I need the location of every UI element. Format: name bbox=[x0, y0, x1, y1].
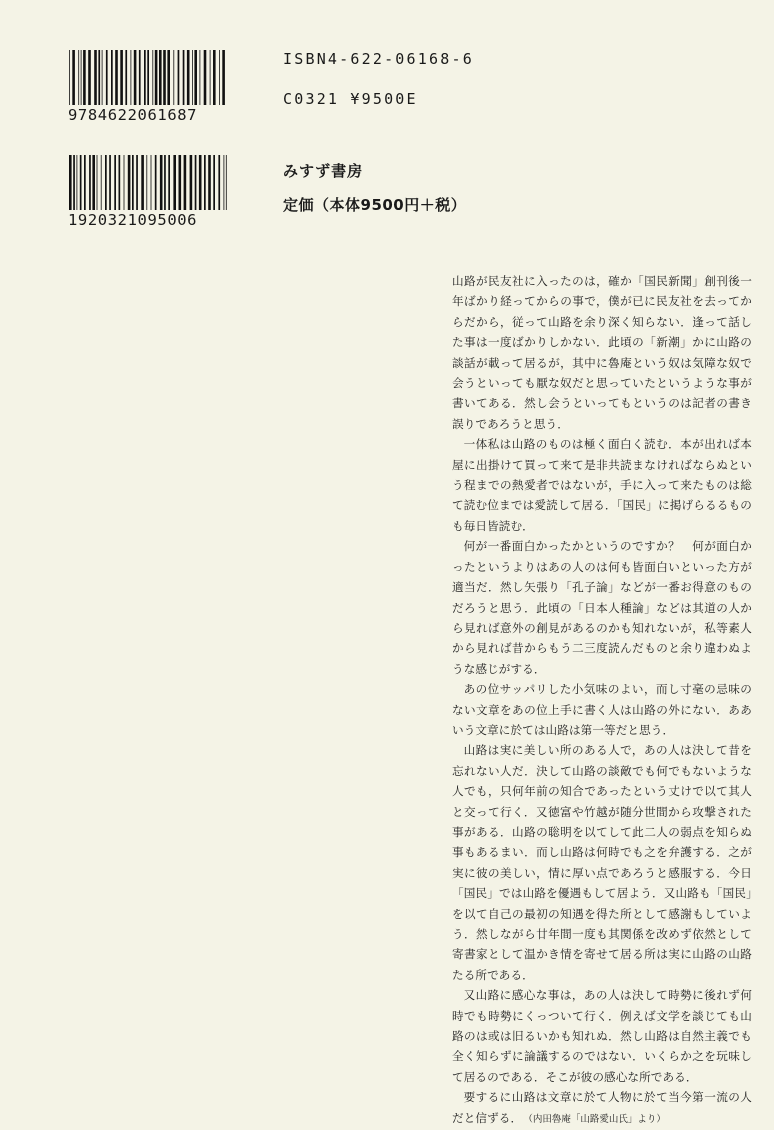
barcode-bar bbox=[115, 50, 118, 105]
barcode-bar bbox=[164, 155, 166, 210]
barcode-bar bbox=[77, 155, 78, 210]
essay-paragraph-4: あの位サッパリした小気味のよい，而し寸毫の忌味のない文章をあの位上手に書く人は山路の外にない．ああいう文章に於ては山路は第一等だと思う． bbox=[452, 682, 752, 737]
barcode-bar bbox=[144, 50, 146, 105]
price-barcode-bars bbox=[68, 155, 228, 210]
quoted-essay bbox=[452, 271, 752, 1130]
barcode-bar bbox=[106, 50, 108, 105]
barcode-bar bbox=[226, 155, 227, 210]
barcode-bar bbox=[200, 50, 201, 105]
barcode-bar bbox=[155, 155, 157, 210]
classification-price-code: C0321 ¥9500E bbox=[283, 90, 418, 108]
essay-paragraph-5: 山路は実に美しい所のある人で，あの人は決して昔を忘れない人だ．決して山路の談敵でも何でもないような人でも，只何年前の知合であったという丈けで以て其人と交って行く．又徳富や竹越が随分世間から攻撃された事がある．山路の聡明を以てして此二人の弱点を知らぬ事もあるまい．而し山路は何時でも之を弁護する．之が実に彼の美しい，情に厚い点であろうと感服する．今日「国民」では山路を優遇もして居よう．又山路も「国民」を以て自己の最初の知遇を得た所として感謝もしていよう．然しながら廿年間一度も其関係を改めず依然として寄書家として温かき情を寄せて居る所は実に山路の山路たる所である． bbox=[452, 743, 752, 982]
barcode-bar bbox=[183, 50, 185, 105]
barcode-bar bbox=[155, 50, 158, 105]
isbn-barcode bbox=[68, 50, 236, 124]
barcode-bar bbox=[190, 155, 193, 210]
barcode-bar bbox=[178, 50, 180, 105]
barcode-bar bbox=[146, 155, 147, 210]
barcode-bar bbox=[195, 155, 197, 210]
barcode-bar bbox=[69, 155, 72, 210]
barcode-bar bbox=[222, 50, 225, 105]
barcode-bar bbox=[192, 50, 193, 105]
barcode-bar bbox=[173, 155, 176, 210]
barcode-bar bbox=[125, 50, 127, 105]
publisher-name: みすず書房 bbox=[283, 162, 364, 180]
price-label: 定価（本体9500円＋税） bbox=[283, 196, 467, 214]
barcode-bar bbox=[128, 155, 131, 210]
barcode-bar bbox=[92, 155, 95, 210]
isbn-barcode-bars bbox=[68, 50, 228, 105]
barcode-bar bbox=[83, 50, 86, 105]
barcode-bar bbox=[102, 50, 103, 105]
barcode-bar bbox=[105, 155, 107, 210]
price-barcode bbox=[68, 155, 236, 229]
essay-closing-text: 要するに山路は文章に於て人物に於て当今第一流の人だと信ずる． bbox=[452, 1090, 752, 1125]
barcode-bar bbox=[168, 155, 170, 210]
barcode-bar bbox=[131, 50, 132, 105]
barcode-bar bbox=[173, 50, 174, 105]
essay-paragraph-6: 又山路に感心な事は，あの人は決して時勢に後れず何時でも時勢にくっついて行く．例えば文学を談じても山路のは或は旧るいかも知れぬ．然し山路は自然主義でも全く知らずに論議するのではない．いくらか之を玩味して居るのである．そこが彼の感心な所である． bbox=[452, 988, 752, 1084]
barcode-bar bbox=[114, 155, 116, 210]
barcode-bar bbox=[147, 50, 149, 105]
barcode-bar bbox=[111, 50, 113, 105]
barcode-bar bbox=[97, 155, 98, 210]
isbn-barcode-number: 9784622061687 bbox=[68, 106, 198, 124]
barcode-bar bbox=[159, 50, 162, 105]
essay-paragraph-7 bbox=[452, 1087, 752, 1130]
barcode-bar bbox=[69, 50, 70, 105]
barcode-bar bbox=[208, 155, 211, 210]
barcode-bar bbox=[139, 50, 141, 105]
barcode-bar bbox=[199, 155, 202, 210]
barcode-bar bbox=[141, 155, 144, 210]
barcode-bar bbox=[80, 155, 82, 210]
barcode-bar bbox=[213, 50, 216, 105]
isbn-text: ISBN4-622-06168-6 bbox=[283, 50, 474, 68]
barcode-bar bbox=[132, 155, 134, 210]
barcode-bar bbox=[184, 155, 187, 210]
barcode-bar bbox=[204, 155, 206, 210]
barcode-bar bbox=[152, 50, 153, 105]
barcode-bar bbox=[163, 50, 166, 105]
barcode-bar bbox=[109, 155, 111, 210]
barcode-bar bbox=[136, 155, 138, 210]
price-barcode-number: 1920321095006 bbox=[68, 211, 198, 229]
barcode-bar bbox=[88, 50, 91, 105]
barcode-bar bbox=[219, 50, 220, 105]
barcode-bar bbox=[151, 155, 152, 210]
barcode-bar bbox=[89, 155, 91, 210]
barcode-bar bbox=[84, 155, 86, 210]
barcode-bar bbox=[210, 50, 211, 105]
essay-paragraph-3: 何が一番面白かったかというのですか？ 何が面白かったというよりはあの人のは何も皆面白いといった方が適当だ．然し矢張り「孔子論」などが一番お得意のものだろうと思う．此頃の「日本人種論」などは其道の人から見れば意外の創見があるのかも知れないが，私等素人から見れば昔からもう二三度読んだものと余り違わぬような感じがする． bbox=[452, 539, 752, 676]
barcode-bar bbox=[119, 155, 121, 210]
barcode-bar bbox=[218, 155, 220, 210]
barcode-bar bbox=[98, 50, 100, 105]
barcode-bar bbox=[187, 50, 190, 105]
barcode-bar bbox=[94, 50, 97, 105]
barcode-bar bbox=[78, 50, 79, 105]
barcode-bar bbox=[160, 155, 163, 210]
barcode-bar bbox=[167, 50, 170, 105]
barcode-bar bbox=[194, 50, 197, 105]
essay-source-citation: （内田魯庵「山路愛山氏」より） bbox=[528, 1113, 666, 1125]
barcode-bar bbox=[124, 155, 125, 210]
essay-paragraph-2: 一体私は山路のものは極く面白く読む．本が出れば本屋に出掛けて買って来て是非共読まなければならぬという程までの熱愛者ではないが，手に入って来たものは総て読む位までは愛読して居る．「国民」に掲げらるるものも毎日皆読む． bbox=[452, 437, 752, 533]
barcode-bar bbox=[73, 155, 75, 210]
barcode-bar bbox=[179, 155, 182, 210]
barcode-bar bbox=[72, 50, 75, 105]
barcode-bar bbox=[213, 155, 215, 210]
barcode-bar bbox=[224, 155, 225, 210]
barcode-bar bbox=[81, 50, 82, 105]
barcode-bar bbox=[204, 50, 207, 105]
essay-paragraph-1: 山路が民友社に入ったのは，確か「国民新聞」創刊後一年ばかり経ってからの事で，僕が已に民友社を去ってからだから，従って山路を余り深く知らない．逢って話した事は一度ばかりしかない．此頃の「新潮」かに山路の談話が載って居るが，其中に魯庵という奴は気障な奴で会うといっても厭な奴だと思っていたというような事が書いてある．然し会うといってもというのは記者の書き誤りであろうと思う． bbox=[452, 274, 752, 431]
barcode-bar bbox=[120, 50, 123, 105]
barcode-bar bbox=[134, 50, 137, 105]
barcode-bar bbox=[101, 155, 102, 210]
